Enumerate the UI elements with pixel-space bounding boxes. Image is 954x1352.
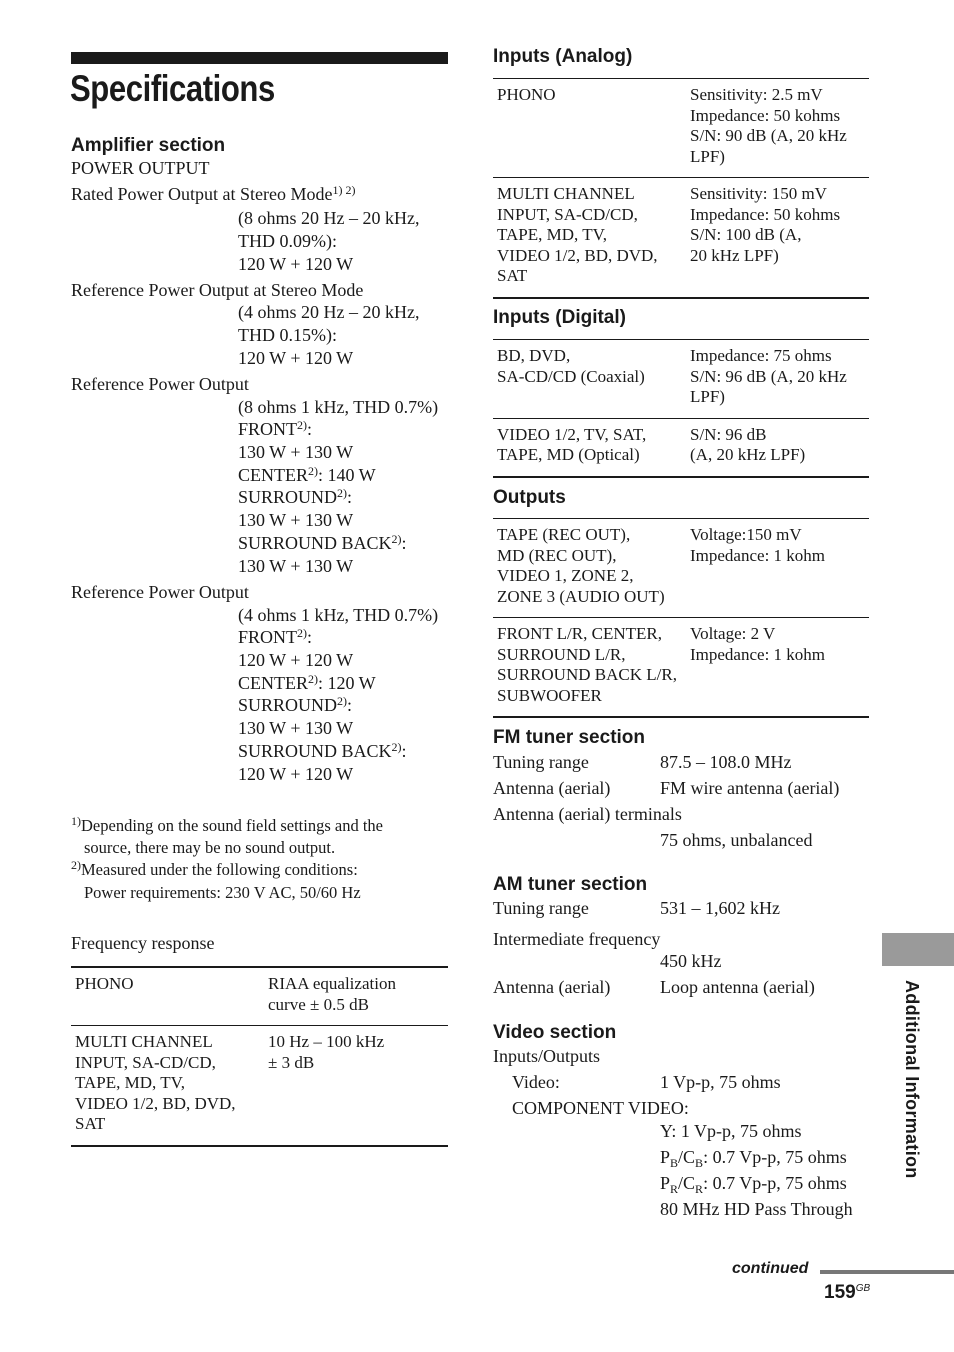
fm-antenna-label: Antenna (aerial) (493, 778, 611, 798)
ref-stereo-label: Reference Power Output at Stereo Mode (71, 280, 364, 300)
rated-condition-thd: THD 0.09%): (238, 231, 337, 251)
am-antenna-label: Antenna (aerial) (493, 977, 611, 997)
fm-tuning-range-label: Tuning range (493, 752, 589, 772)
fm-terminals-value: 75 ohms, unbalanced (660, 830, 813, 850)
inputs-analog-cell-spec: Sensitivity: 150 mV Impedance: 50 kohms S/N: 100 dB (A, 20 kHz LPF) (690, 184, 841, 265)
am-tuner-heading: AM tuner section (493, 874, 648, 895)
ref1-sb-label: SURROUND BACK$^{2)}$: (238, 532, 407, 553)
ref1-center: CENTER$^{2)}$: 140 W (238, 464, 376, 485)
ref1-surround-label: SURROUND$^{2)}$: (238, 486, 353, 507)
ref-power-4ohm-condition: (4 ohms 1 kHz, THD 0.7%) (238, 605, 439, 625)
outputs-row (493, 618, 869, 718)
am-tuning-range-label: Tuning range (493, 898, 589, 918)
inputs-digital-table (493, 339, 869, 478)
am-if-value: 450 kHz (660, 951, 722, 971)
inputs-digital-cell-name: BD, DVD, SA-CD/CD (Coaxial) (497, 346, 645, 386)
fm-tuning-range-value: 87.5 – 108.0 MHz (660, 752, 792, 772)
ref-stereo-condition-thd: THD 0.15%): (238, 325, 337, 345)
hd-pass-through-value: 80 MHz HD Pass Through (660, 1199, 853, 1219)
outputs-cell-spec: Voltage: 2 V Impedance: 1 kohm (690, 624, 826, 664)
inputs-digital-row (493, 340, 869, 419)
footnote-2-cont: Power requirements: 230 V AC, 50/60 Hz (84, 883, 361, 902)
component-pb-value: $P_B/C_B$: 0.7 Vp-p, 75 ohms (660, 1147, 847, 1170)
inputs-digital-heading: Inputs (Digital) (493, 307, 626, 328)
ref2-front-value: 120 W + 120 W (238, 650, 354, 670)
rated-power-label: Rated Power Output at Stereo Mode$^{1) 2)}$ (71, 183, 356, 204)
inputs-analog-row (493, 178, 869, 298)
footnote-2: $^{2)}$Measured under the following conditions: (71, 858, 358, 879)
side-section-label: Additional Information (902, 980, 922, 1179)
frequency-response-label: Frequency response (71, 933, 215, 953)
inputs-analog-row (493, 79, 869, 178)
ref-power-8ohm-condition: (8 ohms 1 kHz, THD 0.7%) (238, 397, 439, 417)
page-title: Specifications (70, 68, 275, 109)
inputs-digital-cell-spec: S/N: 96 dB (A, 20 kHz LPF) (690, 424, 806, 464)
rated-condition: (8 ohms 20 Hz – 20 kHz, (238, 208, 420, 228)
inputs-analog-table (493, 78, 869, 299)
ref2-sb-value: 120 W + 120 W (238, 764, 354, 784)
frequency-response-row (71, 967, 448, 1026)
video-section-heading: Video section (493, 1022, 617, 1043)
component-pr-value: $P_R/C_R$: 0.7 Vp-p, 75 ohms (660, 1173, 847, 1196)
power-output-label: POWER OUTPUT (71, 158, 210, 178)
am-antenna-value: Loop antenna (aerial) (660, 977, 815, 997)
frequency-response-cell-spec: 10 Hz – 100 kHz ± 3 dB (268, 1032, 385, 1072)
continued-label: continued (732, 1260, 809, 1277)
ref1-front-label: FRONT$^{2)}$: (238, 418, 313, 439)
inputs-analog-heading: Inputs (Analog) (493, 46, 633, 67)
ref2-front-label: FRONT$^{2)}$: (238, 626, 313, 647)
outputs-row (493, 519, 869, 618)
frequency-response-cell-spec: RIAA equalization curve ± 0.5 dB (268, 974, 396, 1014)
ref1-surround-value: 130 W + 130 W (238, 510, 354, 530)
component-video-label: COMPONENT VIDEO: (512, 1098, 689, 1118)
inputs-digital-row (493, 418, 869, 477)
outputs-table (493, 518, 869, 718)
fm-terminals-label: Antenna (aerial) terminals (493, 804, 682, 824)
outputs-heading: Outputs (493, 487, 566, 508)
component-y-value: Y: 1 Vp-p, 75 ohms (660, 1121, 802, 1141)
outputs-cell-spec: Voltage:150 mV Impedance: 1 kohm (690, 525, 826, 565)
inputs-analog-cell-spec: Sensitivity: 2.5 mV Impedance: 50 kohms S/N: 90 dB (A, 20 kHz LPF) (690, 85, 847, 166)
inputs-analog-cell-name: PHONO (497, 85, 556, 104)
video-label: Video: (512, 1072, 560, 1092)
section-tab-marker (882, 933, 954, 966)
frequency-response-cell-name: MULTI CHANNEL INPUT, SA-CD/CD, TAPE, MD, TV, VIDEO 1/2, BD, DVD, SAT (75, 1032, 236, 1133)
ref-power-4ohm-label: Reference Power Output (71, 582, 249, 602)
amplifier-heading: Amplifier section (71, 135, 226, 156)
ref2-surround-label: SURROUND$^{2)}$: (238, 694, 353, 715)
page-number: $159^{GB}$ (824, 1282, 871, 1303)
fm-tuner-heading: FM tuner section (493, 727, 646, 748)
title-bar-rule (71, 52, 448, 64)
ref2-surround-value: 130 W + 130 W (238, 718, 354, 738)
continued-rule (820, 1270, 954, 1274)
ref-stereo-value: 120 W + 120 W (238, 348, 354, 368)
footnote-1: $^{1)}$Depending on the sound field settings and the (71, 814, 383, 835)
inputs-digital-cell-name: VIDEO 1/2, TV, SAT, TAPE, MD (Optical) (497, 424, 647, 464)
ref2-center: CENTER$^{2)}$: 120 W (238, 672, 376, 693)
ref-power-8ohm-label: Reference Power Output (71, 374, 249, 394)
video-value: 1 Vp-p, 75 ohms (660, 1072, 781, 1092)
inputs-digital-cell-spec: Impedance: 75 ohms S/N: 96 dB (A, 20 kHz LPF) (690, 346, 847, 406)
fm-antenna-value: FM wire antenna (aerial) (660, 778, 840, 798)
rated-value: 120 W + 120 W (238, 254, 354, 274)
ref1-front-value: 130 W + 130 W (238, 442, 354, 462)
video-io-label: Inputs/Outputs (493, 1046, 601, 1066)
am-tuning-range-value: 531 – 1,602 kHz (660, 898, 780, 918)
outputs-cell-name: TAPE (REC OUT), MD (REC OUT), VIDEO 1, ZONE 2, ZONE 3 (AUDIO OUT) (497, 525, 665, 606)
frequency-response-table (71, 966, 448, 1147)
am-if-label: Intermediate frequency (493, 929, 661, 949)
inputs-analog-cell-name: MULTI CHANNEL INPUT, SA-CD/CD, TAPE, MD, TV, VIDEO 1/2, BD, DVD, SAT (497, 184, 658, 285)
ref-stereo-condition: (4 ohms 20 Hz – 20 kHz, (238, 302, 420, 322)
frequency-response-cell-name: PHONO (75, 974, 134, 993)
footnote-1-cont: source, there may be no sound output. (84, 838, 336, 857)
outputs-cell-name: FRONT L/R, CENTER, SURROUND L/R, SURROUND BACK L/R, SUBWOOFER (497, 624, 677, 705)
ref1-sb-value: 130 W + 130 W (238, 556, 354, 576)
frequency-response-row (71, 1026, 448, 1146)
ref2-sb-label: SURROUND BACK$^{2)}$: (238, 740, 407, 761)
